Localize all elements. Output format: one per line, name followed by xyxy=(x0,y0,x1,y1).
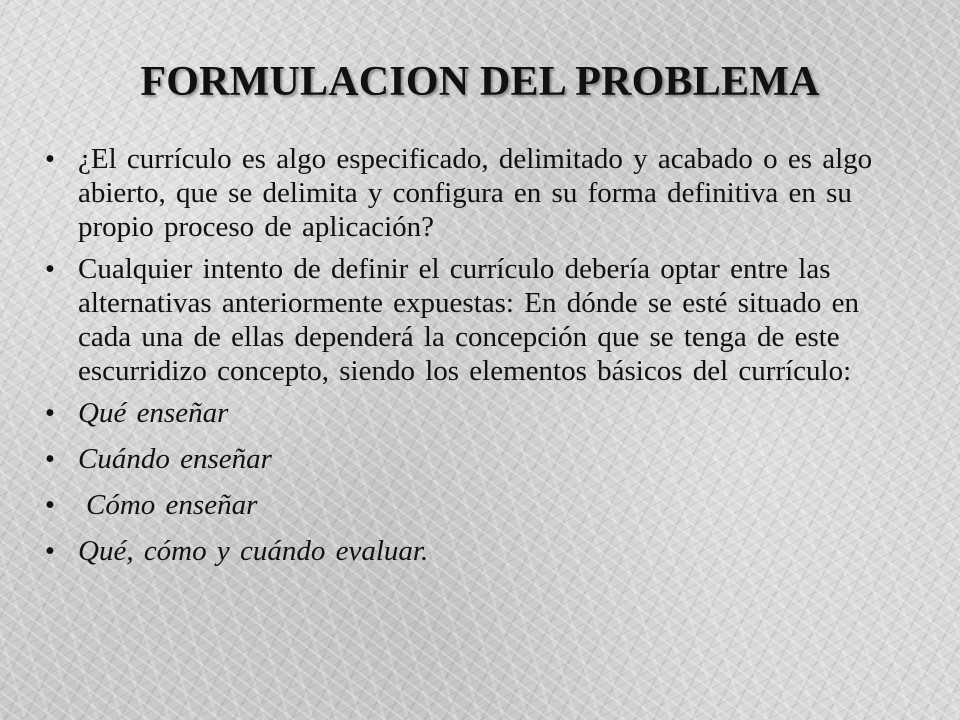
bullet-icon: • xyxy=(44,397,56,429)
bullet-icon: • xyxy=(44,489,56,521)
bullet-text: Cómo enseñar xyxy=(86,489,258,521)
bullet-icon: • xyxy=(44,443,56,475)
bullet-text: Cualquier intento de definir el currículo debería optar entre las alternativas anteriormente expuestas: En dónde se esté situado en cada una de ellas dependerá la concepción que se tenga de este escurridizo concepto, siendo los elementos básicos del currículo: xyxy=(78,253,859,387)
bullet-icon: • xyxy=(44,253,56,285)
bullet-list xyxy=(40,142,920,580)
bullet-icon: • xyxy=(44,143,56,175)
bullet-item-question xyxy=(40,142,920,244)
slide-title: FORMULACION DEL PROBLEMA xyxy=(140,59,820,105)
bullet-item-como-ensenar xyxy=(40,488,920,522)
bullet-text: Qué enseñar xyxy=(78,397,229,429)
bullet-item-evaluar xyxy=(40,534,920,568)
bullet-icon: • xyxy=(44,535,56,567)
bullet-item-definition xyxy=(40,252,920,388)
bullet-item-cuando-ensenar xyxy=(40,442,920,476)
bullet-text: Cuándo enseñar xyxy=(78,443,272,475)
bullet-item-que-ensenar xyxy=(40,396,920,430)
bullet-text: ¿El currículo es algo especificado, delimitado y acabado o es algo abierto, que se delimita y configura en su forma definitiva en su propio proceso de aplicación? xyxy=(78,143,873,243)
bullet-text: Qué, cómo y cuándo evaluar. xyxy=(78,535,429,567)
